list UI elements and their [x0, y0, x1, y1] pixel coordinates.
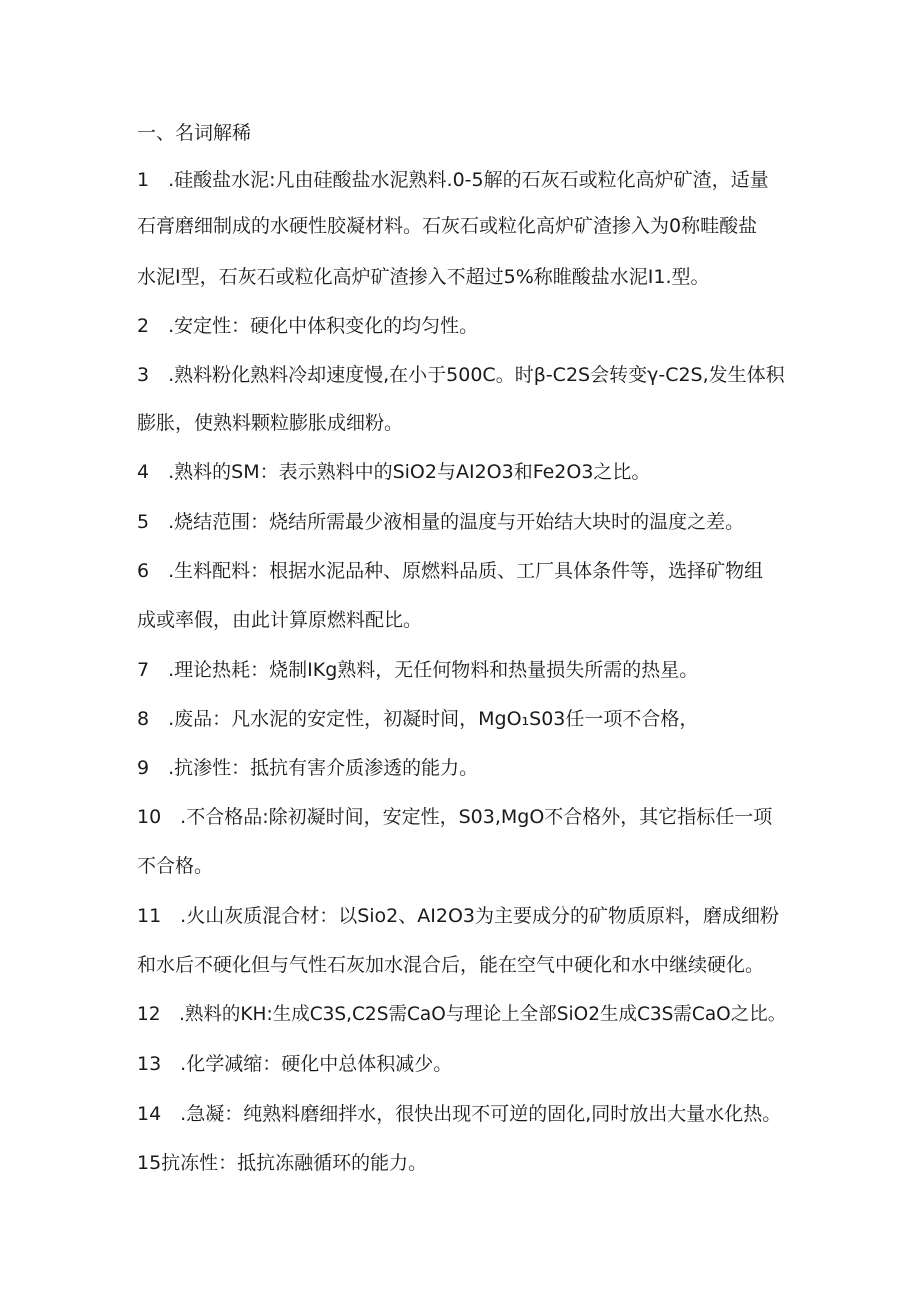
entry-7: 7 .理论热耗：烧制IKg熟料，无任何物料和热量损失所需的热星。 [137, 659, 699, 681]
entry-8: 8 .废品：凡水泥的安定性，初凝时间，MgO₁S03任一项不合格， [137, 708, 699, 730]
entry-11-line-1: 11 .火山灰质混合材：以Sio2、AI2O3为主要成分的矿物质原料，磨成细粉 [137, 905, 780, 927]
entry-9: 9 .抗渗性：抵抗有害介质渗透的能力。 [137, 757, 479, 779]
entry-3-line-1: 3 .熟料粉化熟料冷却速度慢,在小于500C。时β-C2S会转变γ-C2S,发生体积 [137, 364, 785, 386]
entry-1-line-2: 石膏磨细制成的水硬性胶凝材料。石灰石或粒化高炉矿渣掺入为0称畦酸盐 [137, 215, 758, 237]
section-title: 一、名词解稀 [137, 122, 252, 144]
entry-6-line-1: 6 .生料配料：根据水泥品种、原燃料品质、工厂具体条件等，选择矿物组 [137, 560, 764, 582]
entry-1-line-1: 1 .硅酸盐水泥:凡由硅酸盐水泥熟料.0-5解的石灰石或粒化高炉矿渣，适量 [137, 169, 769, 191]
entry-3-line-2: 膨胀，使熟料颗粒膨胀成细粉。 [137, 412, 404, 434]
entry-13: 13 .化学减缩：硬化中总体积减少。 [137, 1053, 453, 1075]
entry-5: 5 .烧结范围：烧结所需最少液相量的温度与开始结大块时的温度之差。 [137, 511, 745, 533]
entry-14: 14 .急凝：纯熟料磨细拌水，很快出现不可逆的固化,同时放出大量水化热。 [137, 1103, 782, 1125]
entry-10-line-2: 不合格。 [137, 855, 214, 877]
entry-1-line-3: 水泥I型，石灰石或粒化高炉矿渣掺入不超过5%称睢酸盐水泥I1.型。 [137, 266, 710, 288]
entry-11-line-2: 和水后不硬化但与气性石灰加水混合后，能在空气中硬化和水中继续硬化。 [137, 954, 765, 976]
entry-4: 4 .熟料的SM：表示熟料中的SiO2与AI2O3和Fe2O3之比。 [137, 461, 651, 483]
entry-2: 2 .安定性：硬化中体积变化的均匀性。 [137, 315, 479, 337]
entry-10-line-1: 10 .不合格品:除初凝时间，安定性，S03,MgO不合格外，其它指标任一项 [137, 806, 773, 828]
entry-6-line-2: 成或率假，由此计算原燃料配比。 [137, 609, 423, 631]
entry-12: 12 .熟料的KH:生成C3S,C2S需CaO与理论上全部SiO2生成C3S需CaO之比。 [137, 1004, 787, 1025]
entry-15: 15抗冻性：抵抗冻融循环的能力。 [137, 1152, 428, 1174]
